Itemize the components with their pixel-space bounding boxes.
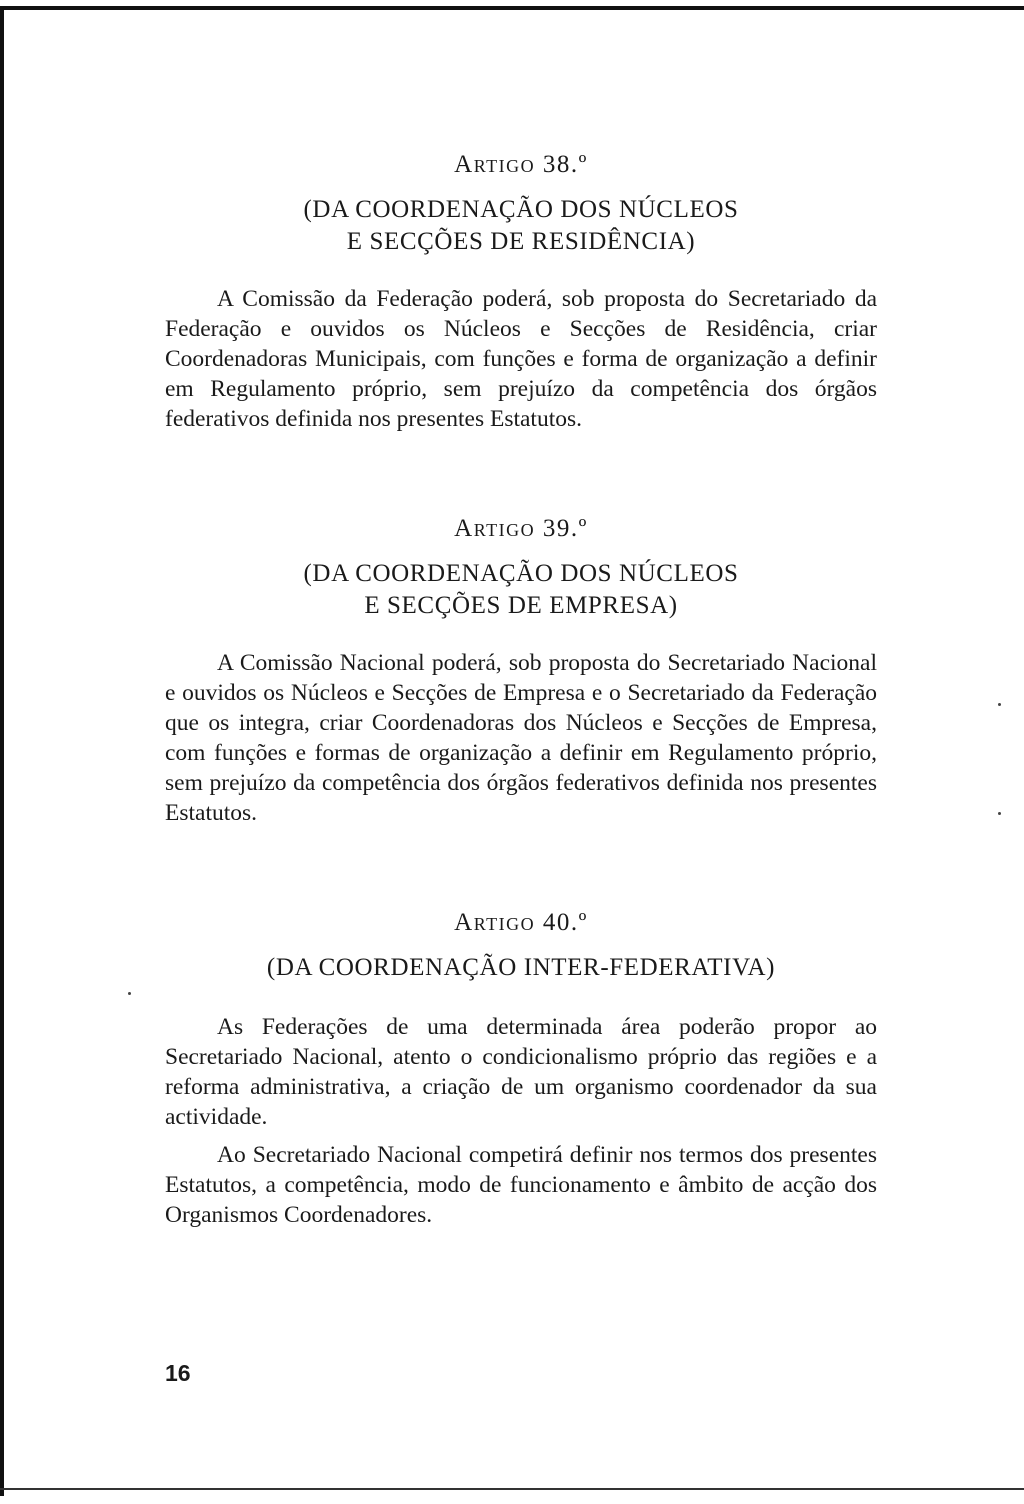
scan-border-top [0, 6, 1024, 10]
article-40 [165, 908, 877, 1230]
scan-speck [128, 992, 131, 995]
article-paragraph: Ao Secretariado Nacional competirá definir nos termos dos presentes Estatutos, a competência, modo de funcionamento e âmbito de acção dos Organismos Coordenadores. [165, 1142, 877, 1228]
article-39 [165, 514, 877, 828]
scan-speck [998, 703, 1001, 706]
page-number: 16 [165, 1360, 191, 1386]
article-subtitle [165, 194, 877, 258]
article-subtitle-line: (DA COORDENAÇÃO DOS NÚCLEOS [303, 560, 739, 587]
scan-border-left [0, 6, 4, 1496]
article-title: Artigo 38.º [454, 151, 588, 178]
article-subtitle [165, 952, 877, 984]
article-paragraph: As Federações de uma determinada área poderão propor ao Secretariado Nacional, atento o condicionalismo próprio das regiões e a reforma administrativa, a criação de um organismo coordenador da sua actividade. [165, 1014, 877, 1130]
document-page [165, 150, 877, 1230]
article-38 [165, 150, 877, 434]
article-subtitle-line: (DA COORDENAÇÃO DOS NÚCLEOS [303, 196, 739, 223]
article-paragraph: A Comissão da Federação poderá, sob proposta do Secretariado da Federação e ouvidos os Núcleos e Secções de Residência, criar Coordenadoras Municipais, com funções e forma de organização a definir em Regulamento próprio, sem prejuízo da competência dos órgãos federativos definida nos presentes Estatutos. [165, 286, 877, 432]
article-subtitle-line: E SECÇÕES DE RESIDÊNCIA) [346, 228, 696, 255]
scan-speck [998, 812, 1001, 815]
scan-border-bottom [0, 1488, 1024, 1490]
article-subtitle-line: (DA COORDENAÇÃO INTER-FEDERATIVA) [266, 954, 776, 981]
article-subtitle-line: E SECÇÕES DE EMPRESA) [364, 592, 678, 619]
article-paragraph: A Comissão Nacional poderá, sob proposta do Secretariado Nacional e ouvidos os Núcleos e Secções de Empresa e o Secretariado da Federação que os integra, criar Coordenadoras dos Núcleos e Secções de Empresa, com funções e formas de organização a definir em Regulamento próprio, sem prejuízo da competência dos órgãos federativos definida nos presentes Estatutos. [165, 650, 877, 826]
article-title: Artigo 39.º [454, 515, 588, 542]
article-title: Artigo 40.º [454, 909, 588, 936]
article-subtitle [165, 558, 877, 622]
